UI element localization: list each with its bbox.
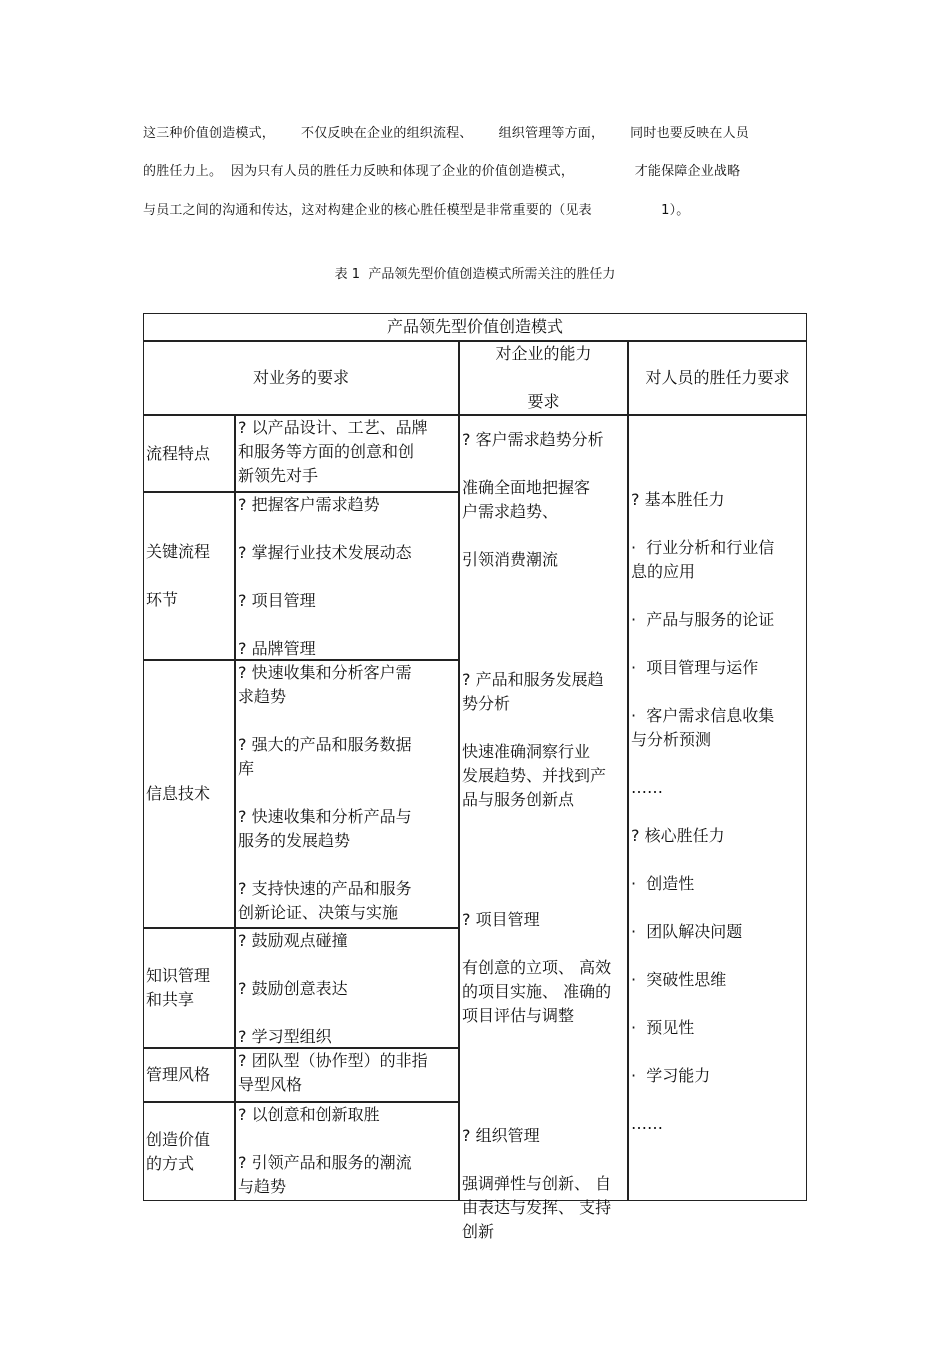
ability-line: 户需求趋势、 bbox=[462, 502, 559, 521]
item-line: ? 把握客户需求趋势 bbox=[238, 495, 380, 514]
ability-line: 强调弹性与创新、 自 bbox=[462, 1174, 612, 1193]
item-line: ? 鼓励创意表达 bbox=[238, 979, 348, 998]
row-label-line: 管理风格 bbox=[146, 1065, 211, 1084]
spacer bbox=[462, 716, 625, 740]
spacer bbox=[462, 1028, 625, 1052]
spacer bbox=[631, 680, 804, 704]
people-line: · 突破性思维 bbox=[631, 970, 727, 989]
spacer bbox=[631, 1088, 804, 1112]
row-items bbox=[235, 660, 459, 928]
people-line: · 团队解决问题 bbox=[631, 922, 743, 941]
spacer bbox=[462, 812, 625, 836]
row-label-line: 环节 bbox=[146, 590, 179, 609]
spacer bbox=[631, 944, 804, 968]
spacer bbox=[631, 752, 804, 776]
item-line: 导型风格 bbox=[238, 1075, 303, 1094]
spacer bbox=[462, 1100, 625, 1124]
row-label-line: 知识管理 bbox=[146, 966, 211, 985]
spacer bbox=[462, 452, 625, 476]
people-line: ? 核心胜任力 bbox=[631, 826, 725, 845]
item-line: ? 引领产品和服务的潮流 bbox=[238, 1153, 412, 1172]
spacer bbox=[631, 1040, 804, 1064]
header-ability-line: 要求 bbox=[527, 392, 560, 411]
people-line: 与分析预测 bbox=[631, 730, 712, 749]
people-column bbox=[628, 415, 807, 1201]
item-line: ? 快速收集和分析客户需 bbox=[238, 663, 412, 682]
ability-line: 准确全面地把握客 bbox=[462, 478, 591, 497]
spacer bbox=[462, 644, 625, 668]
row-label-line: 流程特点 bbox=[146, 443, 211, 463]
people-line: · 行业分析和行业信 bbox=[631, 538, 775, 557]
people-line: …… bbox=[631, 778, 663, 797]
row-items bbox=[235, 492, 459, 660]
row-items bbox=[235, 1048, 459, 1102]
ability-line: 由表达与发挥、 支持 bbox=[462, 1198, 612, 1217]
item-line: 新领先对手 bbox=[238, 466, 319, 485]
row-items bbox=[235, 928, 459, 1048]
spacer bbox=[462, 860, 625, 884]
header-ability bbox=[459, 341, 628, 415]
spacer bbox=[462, 572, 625, 596]
ability-line: ? 客户需求趋势分析 bbox=[462, 430, 604, 449]
people-line: · 项目管理与运作 bbox=[631, 658, 759, 677]
people-line: · 创造性 bbox=[631, 874, 695, 893]
people-line: · 产品与服务的论证 bbox=[631, 610, 775, 629]
ability-line: ? 组织管理 bbox=[462, 1126, 540, 1145]
spacer bbox=[631, 584, 804, 608]
people-line: 息的应用 bbox=[631, 562, 696, 581]
paragraph-line: 这三种价值创造模式， 不仅反映在企业的组织流程、 组织管理等方面， 同时也要反映在人员 bbox=[143, 126, 749, 141]
item-line: ? 以产品设计、工艺、品牌 bbox=[238, 418, 428, 437]
people-line: · 客户需求信息收集 bbox=[631, 706, 775, 725]
spacer bbox=[462, 596, 625, 620]
people-line: · 学习能力 bbox=[631, 1066, 711, 1085]
header-business: 对业务的要求 bbox=[143, 341, 459, 415]
table-title: 产品领先型价值创造模式 bbox=[143, 313, 807, 341]
item-line: 库 bbox=[238, 759, 255, 778]
ability-line: 快速准确洞察行业 bbox=[462, 742, 591, 761]
ability-line: 品与服务创新点 bbox=[462, 790, 575, 809]
item-line: ? 品牌管理 bbox=[238, 639, 316, 658]
spacer bbox=[462, 1076, 625, 1100]
item-line: ? 以创意和创新取胜 bbox=[238, 1105, 380, 1124]
ability-line: 的项目实施、 准确的 bbox=[462, 982, 612, 1001]
row-label-line: 的方式 bbox=[146, 1153, 195, 1173]
item-line: ? 学习型组织 bbox=[238, 1027, 332, 1046]
item-line: 求趋势 bbox=[238, 687, 287, 706]
spacer bbox=[631, 992, 804, 1016]
spacer bbox=[462, 836, 625, 860]
spacer bbox=[631, 800, 804, 824]
item-line: ? 掌握行业技术发展动态 bbox=[238, 543, 412, 562]
spacer bbox=[631, 848, 804, 872]
header-ability-line: 对企业的能力 bbox=[495, 344, 592, 363]
item-line: ? 支持快速的产品和服务 bbox=[238, 879, 412, 898]
row-label bbox=[143, 660, 235, 928]
item-line: ? 项目管理 bbox=[238, 591, 316, 610]
table-caption: 表 1 产品领先型价值创造模式所需关注的胜任力 bbox=[334, 267, 616, 282]
people-line: ? 基本胜任力 bbox=[631, 490, 725, 509]
item-line: ? 快速收集和分析产品与 bbox=[238, 807, 412, 826]
people-line: …… bbox=[631, 1114, 663, 1133]
ability-line: ? 项目管理 bbox=[462, 910, 540, 929]
row-items bbox=[235, 415, 459, 492]
spacer bbox=[462, 620, 625, 644]
row-label bbox=[143, 415, 235, 492]
spacer bbox=[631, 632, 804, 656]
item-line: ? 团队型（协作型）的非指 bbox=[238, 1051, 428, 1070]
row-label bbox=[143, 492, 235, 660]
row-items bbox=[235, 1102, 459, 1201]
row-label-line: 创造价值 bbox=[146, 1129, 211, 1149]
spacer bbox=[462, 932, 625, 956]
item-line: ? 强大的产品和服务数据 bbox=[238, 735, 412, 754]
ability-line: 势分析 bbox=[462, 694, 511, 713]
ability-line: 创新 bbox=[462, 1222, 495, 1241]
ability-column bbox=[459, 415, 628, 1241]
paragraph-line: 的胜任力上。 因为只有人员的胜任力反映和体现了企业的价值创造模式， 才能保障企业战略 bbox=[143, 164, 741, 179]
spacer bbox=[462, 884, 625, 908]
ability-line: 有创意的立项、 高效 bbox=[462, 958, 612, 977]
item-line: ? 鼓励观点碰撞 bbox=[238, 931, 348, 950]
paragraph-line: 与员工之间的沟通和传达，这对构建企业的核心胜任模型是非常重要的（见表 1）。 bbox=[143, 203, 690, 218]
row-label-line: 信息技术 bbox=[146, 784, 211, 803]
spacer bbox=[462, 1052, 625, 1076]
people-line: · 预见性 bbox=[631, 1018, 695, 1037]
ability-line: 引领消费潮流 bbox=[462, 550, 559, 569]
ability-line: ? 产品和服务发展趋 bbox=[462, 670, 604, 689]
row-label bbox=[143, 1048, 235, 1102]
spacer bbox=[631, 896, 804, 920]
spacer bbox=[631, 512, 804, 536]
item-line: 和服务等方面的创意和创 bbox=[238, 442, 415, 461]
item-line: 服务的发展趋势 bbox=[238, 831, 351, 850]
row-label-line: 和共享 bbox=[146, 990, 195, 1009]
row-label bbox=[143, 1102, 235, 1201]
competency-table bbox=[143, 313, 807, 1241]
spacer bbox=[462, 524, 625, 548]
ability-line: 发展趋势、并找到产 bbox=[462, 766, 607, 785]
row-label bbox=[143, 928, 235, 1048]
spacer bbox=[462, 1148, 625, 1172]
item-line: 创新论证、决策与实施 bbox=[238, 903, 399, 922]
row-label-line: 关键流程 bbox=[146, 542, 211, 561]
ability-line: 项目评估与调整 bbox=[462, 1006, 575, 1025]
item-line: 与趋势 bbox=[238, 1177, 287, 1196]
header-people: 对人员的胜任力要求 bbox=[628, 341, 807, 415]
